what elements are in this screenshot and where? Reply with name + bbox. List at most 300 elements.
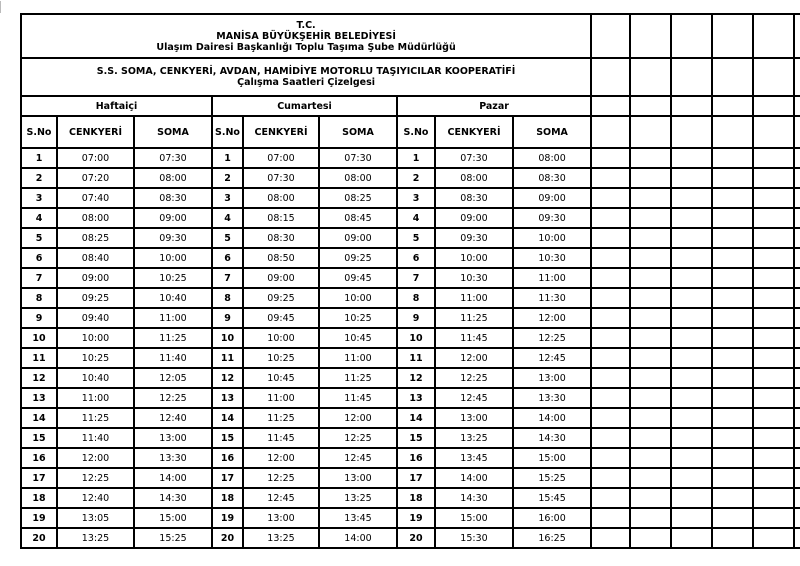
soma-time-cell: 13:00	[319, 468, 397, 488]
cenkyeri-time-cell: 12:25	[57, 468, 134, 488]
cenkyeri-time-cell: 10:00	[57, 328, 134, 348]
window-edge-marker	[0, 1, 4, 13]
row-number-cell: 18	[397, 488, 435, 508]
col-header-sno: S.No	[21, 116, 57, 148]
soma-time-cell: 08:00	[513, 148, 591, 168]
header-line-schedule-title: Çalışma Saatleri Çizelgesi	[237, 77, 376, 88]
table-row	[21, 348, 800, 368]
table-row	[21, 268, 800, 288]
empty-cell	[591, 96, 630, 116]
header-line-department: Ulaşım Dairesi Başkanlığı Toplu Taşıma Şube Müdürlüğü	[156, 41, 456, 53]
soma-time-cell: 13:30	[134, 448, 212, 468]
cenkyeri-time-cell: 10:30	[435, 268, 513, 288]
row-number-cell: 14	[212, 408, 243, 428]
cenkyeri-time-cell: 08:30	[243, 228, 319, 248]
cenkyeri-time-cell: 10:25	[57, 348, 134, 368]
empty-cell	[753, 328, 794, 348]
soma-time-cell: 12:45	[513, 348, 591, 368]
soma-time-cell: 12:25	[134, 388, 212, 408]
soma-time-cell: 15:25	[134, 528, 212, 548]
row-number-cell: 11	[397, 348, 435, 368]
group-header-saturday: Cumartesi	[212, 96, 397, 116]
empty-cell	[712, 428, 753, 448]
table-row	[21, 248, 800, 268]
empty-cell	[794, 468, 800, 488]
row-number-cell: 2	[212, 168, 243, 188]
cenkyeri-time-cell: 10:25	[243, 348, 319, 368]
empty-cell	[671, 348, 712, 368]
empty-cell	[630, 248, 671, 268]
empty-cell	[712, 408, 753, 428]
row-number-cell: 6	[212, 248, 243, 268]
empty-cell	[671, 428, 712, 448]
empty-cell	[591, 58, 630, 96]
empty-cell	[630, 96, 671, 116]
empty-cell	[794, 228, 800, 248]
empty-cell	[753, 228, 794, 248]
empty-cell	[630, 58, 671, 96]
empty-cell	[794, 528, 800, 548]
empty-cell	[671, 248, 712, 268]
empty-cell	[630, 188, 671, 208]
cenkyeri-time-cell: 08:30	[435, 188, 513, 208]
empty-cell	[671, 188, 712, 208]
row-number-cell: 14	[21, 408, 57, 428]
empty-cell	[794, 328, 800, 348]
cenkyeri-time-cell: 07:00	[243, 148, 319, 168]
empty-cell	[630, 14, 671, 58]
empty-cell	[794, 388, 800, 408]
empty-cell	[671, 528, 712, 548]
row-number-cell: 14	[397, 408, 435, 428]
empty-cell	[671, 268, 712, 288]
cenkyeri-time-cell: 09:45	[243, 308, 319, 328]
row-number-cell: 1	[21, 148, 57, 168]
cenkyeri-time-cell: 10:45	[243, 368, 319, 388]
empty-cell	[753, 268, 794, 288]
cenkyeri-time-cell: 12:00	[243, 448, 319, 468]
empty-cell	[591, 388, 630, 408]
empty-cell	[753, 388, 794, 408]
cenkyeri-time-cell: 08:40	[57, 248, 134, 268]
soma-time-cell: 12:25	[513, 328, 591, 348]
empty-cell	[630, 408, 671, 428]
table-row	[21, 188, 800, 208]
soma-time-cell: 10:25	[134, 268, 212, 288]
soma-time-cell: 08:00	[319, 168, 397, 188]
empty-cell	[753, 348, 794, 368]
row-number-cell: 17	[21, 468, 57, 488]
row-number-cell: 3	[21, 188, 57, 208]
empty-cell	[630, 348, 671, 368]
col-header-soma: SOMA	[134, 116, 212, 148]
empty-cell	[753, 116, 794, 148]
cenkyeri-time-cell: 08:00	[243, 188, 319, 208]
empty-cell	[794, 168, 800, 188]
cenkyeri-time-cell: 11:25	[243, 408, 319, 428]
empty-cell	[712, 208, 753, 228]
row-number-cell: 4	[397, 208, 435, 228]
empty-cell	[753, 368, 794, 388]
empty-cell	[591, 468, 630, 488]
empty-cell	[591, 208, 630, 228]
empty-cell	[591, 348, 630, 368]
empty-cell	[794, 408, 800, 428]
empty-cell	[630, 228, 671, 248]
soma-time-cell: 15:00	[513, 448, 591, 468]
group-header-weekday: Haftaiçi	[21, 96, 212, 116]
empty-cell	[712, 468, 753, 488]
row-number-cell: 16	[397, 448, 435, 468]
cenkyeri-time-cell: 11:25	[57, 408, 134, 428]
cenkyeri-time-cell: 08:00	[435, 168, 513, 188]
row-number-cell: 16	[21, 448, 57, 468]
row-number-cell: 5	[21, 228, 57, 248]
table-row	[21, 208, 800, 228]
cenkyeri-time-cell: 10:00	[243, 328, 319, 348]
empty-cell	[712, 14, 753, 58]
empty-cell	[630, 528, 671, 548]
col-header-cenkyeri: CENKYERİ	[435, 116, 513, 148]
soma-time-cell: 14:00	[319, 528, 397, 548]
empty-cell	[630, 168, 671, 188]
cenkyeri-time-cell: 08:00	[57, 208, 134, 228]
empty-cell	[712, 168, 753, 188]
row-number-cell: 5	[212, 228, 243, 248]
row-number-cell: 17	[397, 468, 435, 488]
empty-cell	[753, 148, 794, 168]
soma-time-cell: 13:30	[513, 388, 591, 408]
empty-cell	[794, 428, 800, 448]
empty-cell	[671, 468, 712, 488]
cenkyeri-time-cell: 12:00	[57, 448, 134, 468]
empty-cell	[630, 508, 671, 528]
cenkyeri-time-cell: 09:25	[57, 288, 134, 308]
soma-time-cell: 11:40	[134, 348, 212, 368]
row-number-cell: 10	[21, 328, 57, 348]
empty-cell	[794, 116, 800, 148]
cenkyeri-time-cell: 12:40	[57, 488, 134, 508]
empty-cell	[591, 488, 630, 508]
empty-cell	[753, 58, 794, 96]
empty-cell	[712, 508, 753, 528]
soma-time-cell: 11:00	[513, 268, 591, 288]
empty-cell	[794, 348, 800, 368]
empty-cell	[753, 248, 794, 268]
empty-cell	[794, 288, 800, 308]
table-row	[21, 328, 800, 348]
soma-time-cell: 08:45	[319, 208, 397, 228]
cenkyeri-time-cell: 11:00	[435, 288, 513, 308]
empty-cell	[794, 368, 800, 388]
soma-time-cell: 11:25	[319, 368, 397, 388]
soma-time-cell: 13:00	[134, 428, 212, 448]
empty-cell	[591, 528, 630, 548]
empty-cell	[671, 448, 712, 468]
row-number-cell: 13	[21, 388, 57, 408]
soma-time-cell: 10:00	[513, 228, 591, 248]
cenkyeri-time-cell: 12:25	[435, 368, 513, 388]
empty-cell	[591, 248, 630, 268]
empty-cell	[671, 488, 712, 508]
soma-time-cell: 10:40	[134, 288, 212, 308]
row-number-cell: 16	[212, 448, 243, 468]
row-number-cell: 13	[397, 388, 435, 408]
row-number-cell: 8	[21, 288, 57, 308]
empty-cell	[712, 528, 753, 548]
empty-cell	[671, 148, 712, 168]
cenkyeri-time-cell: 12:45	[435, 388, 513, 408]
soma-time-cell: 16:25	[513, 528, 591, 548]
empty-cell	[712, 228, 753, 248]
empty-cell	[671, 328, 712, 348]
cenkyeri-time-cell: 11:00	[243, 388, 319, 408]
empty-cell	[671, 368, 712, 388]
row-number-cell: 9	[397, 308, 435, 328]
empty-cell	[671, 508, 712, 528]
soma-time-cell: 12:05	[134, 368, 212, 388]
soma-time-cell: 11:45	[319, 388, 397, 408]
empty-cell	[591, 508, 630, 528]
empty-cell	[753, 408, 794, 428]
soma-time-cell: 12:25	[319, 428, 397, 448]
table-row	[21, 288, 800, 308]
row-number-cell: 12	[21, 368, 57, 388]
soma-time-cell: 14:00	[513, 408, 591, 428]
soma-time-cell: 11:00	[319, 348, 397, 368]
empty-cell	[712, 488, 753, 508]
soma-time-cell: 09:00	[134, 208, 212, 228]
col-header-cenkyeri: CENKYERİ	[57, 116, 134, 148]
empty-cell	[712, 248, 753, 268]
empty-cell	[794, 208, 800, 228]
empty-cell	[591, 168, 630, 188]
cenkyeri-time-cell: 09:30	[435, 228, 513, 248]
empty-cell	[630, 288, 671, 308]
cenkyeri-time-cell: 13:25	[57, 528, 134, 548]
row-number-cell: 3	[212, 188, 243, 208]
row-number-cell: 9	[212, 308, 243, 328]
soma-time-cell: 09:30	[134, 228, 212, 248]
table-row	[21, 508, 800, 528]
empty-cell	[671, 208, 712, 228]
cenkyeri-time-cell: 12:45	[243, 488, 319, 508]
row-number-cell: 18	[212, 488, 243, 508]
table-row	[21, 368, 800, 388]
cenkyeri-time-cell: 13:05	[57, 508, 134, 528]
empty-cell	[630, 368, 671, 388]
soma-time-cell: 12:40	[134, 408, 212, 428]
table-row	[21, 408, 800, 428]
soma-time-cell: 10:00	[134, 248, 212, 268]
empty-cell	[630, 308, 671, 328]
empty-cell	[591, 368, 630, 388]
empty-cell	[671, 58, 712, 96]
empty-cell	[712, 188, 753, 208]
soma-time-cell: 10:25	[319, 308, 397, 328]
empty-cell	[712, 388, 753, 408]
cenkyeri-time-cell: 11:45	[435, 328, 513, 348]
empty-cell	[753, 528, 794, 548]
cenkyeri-time-cell: 08:15	[243, 208, 319, 228]
table-row	[21, 468, 800, 488]
empty-cell	[671, 388, 712, 408]
empty-cell	[794, 14, 800, 58]
empty-cell	[753, 488, 794, 508]
soma-time-cell: 09:00	[513, 188, 591, 208]
cenkyeri-time-cell: 09:25	[243, 288, 319, 308]
empty-cell	[794, 248, 800, 268]
row-number-cell: 4	[21, 208, 57, 228]
row-number-cell: 12	[397, 368, 435, 388]
empty-cell	[794, 448, 800, 468]
empty-cell	[630, 388, 671, 408]
header-line-cooperative: S.S. SOMA, CENKYERİ, AVDAN, HAMİDİYE MOTORLU TAŞIYICILAR KOOPERATİFİ	[96, 66, 516, 77]
row-number-cell: 7	[212, 268, 243, 288]
cenkyeri-time-cell: 07:30	[435, 148, 513, 168]
row-number-cell: 2	[21, 168, 57, 188]
empty-cell	[753, 188, 794, 208]
empty-cell	[630, 328, 671, 348]
empty-cell	[794, 268, 800, 288]
row-number-cell: 4	[212, 208, 243, 228]
row-number-cell: 10	[397, 328, 435, 348]
empty-cell	[753, 96, 794, 116]
col-header-cenkyeri: CENKYERİ	[243, 116, 319, 148]
cenkyeri-time-cell: 13:45	[435, 448, 513, 468]
table-row	[21, 308, 800, 328]
cenkyeri-time-cell: 09:40	[57, 308, 134, 328]
cenkyeri-time-cell: 09:00	[435, 208, 513, 228]
empty-cell	[794, 508, 800, 528]
soma-time-cell: 12:00	[319, 408, 397, 428]
empty-cell	[671, 288, 712, 308]
soma-time-cell: 09:45	[319, 268, 397, 288]
header-line-municipality: MANİSA BÜYÜKŞEHİR BELEDİYESİ	[216, 30, 396, 42]
soma-time-cell: 11:00	[134, 308, 212, 328]
row-number-cell: 15	[212, 428, 243, 448]
row-number-cell: 20	[212, 528, 243, 548]
row-number-cell: 11	[212, 348, 243, 368]
empty-cell	[712, 116, 753, 148]
soma-time-cell: 07:30	[134, 148, 212, 168]
row-number-cell: 1	[397, 148, 435, 168]
header-cooperative-block	[21, 58, 591, 96]
empty-cell	[630, 468, 671, 488]
soma-time-cell: 13:00	[513, 368, 591, 388]
soma-time-cell: 10:45	[319, 328, 397, 348]
soma-time-cell: 14:30	[134, 488, 212, 508]
empty-cell	[591, 148, 630, 168]
empty-cell	[712, 368, 753, 388]
cenkyeri-time-cell: 07:30	[243, 168, 319, 188]
row-number-cell: 7	[397, 268, 435, 288]
empty-cell	[712, 288, 753, 308]
group-header-sunday: Pazar	[397, 96, 591, 116]
row-number-cell: 6	[21, 248, 57, 268]
empty-cell	[753, 208, 794, 228]
row-number-cell: 7	[21, 268, 57, 288]
col-header-soma: SOMA	[513, 116, 591, 148]
soma-time-cell: 08:30	[134, 188, 212, 208]
empty-cell	[671, 228, 712, 248]
cenkyeri-time-cell: 12:25	[243, 468, 319, 488]
soma-time-cell: 14:30	[513, 428, 591, 448]
empty-cell	[591, 288, 630, 308]
soma-time-cell: 08:30	[513, 168, 591, 188]
soma-time-cell: 09:00	[319, 228, 397, 248]
empty-cell	[712, 348, 753, 368]
soma-time-cell: 12:45	[319, 448, 397, 468]
empty-cell	[794, 148, 800, 168]
soma-time-cell: 15:25	[513, 468, 591, 488]
empty-cell	[630, 116, 671, 148]
empty-cell	[794, 308, 800, 328]
row-number-cell: 3	[397, 188, 435, 208]
cenkyeri-time-cell: 15:30	[435, 528, 513, 548]
table-row	[21, 448, 800, 468]
row-number-cell: 18	[21, 488, 57, 508]
soma-time-cell: 10:00	[319, 288, 397, 308]
col-header-sno: S.No	[397, 116, 435, 148]
empty-cell	[591, 268, 630, 288]
row-number-cell: 17	[212, 468, 243, 488]
cenkyeri-time-cell: 09:00	[243, 268, 319, 288]
cenkyeri-time-cell: 10:00	[435, 248, 513, 268]
empty-cell	[630, 488, 671, 508]
soma-time-cell: 14:00	[134, 468, 212, 488]
empty-cell	[753, 288, 794, 308]
row-number-cell: 15	[397, 428, 435, 448]
cenkyeri-time-cell: 14:00	[435, 468, 513, 488]
empty-cell	[794, 58, 800, 96]
empty-cell	[591, 328, 630, 348]
cenkyeri-time-cell: 12:00	[435, 348, 513, 368]
empty-cell	[794, 96, 800, 116]
row-number-cell: 19	[21, 508, 57, 528]
empty-cell	[794, 488, 800, 508]
empty-cell	[630, 208, 671, 228]
row-number-cell: 1	[212, 148, 243, 168]
empty-cell	[712, 328, 753, 348]
cenkyeri-time-cell: 11:25	[435, 308, 513, 328]
row-number-cell: 8	[397, 288, 435, 308]
row-number-cell: 5	[397, 228, 435, 248]
empty-cell	[753, 448, 794, 468]
empty-cell	[794, 188, 800, 208]
soma-time-cell: 11:30	[513, 288, 591, 308]
empty-cell	[753, 14, 794, 58]
empty-cell	[671, 14, 712, 58]
header-authority-block	[21, 14, 591, 58]
empty-cell	[753, 508, 794, 528]
soma-time-cell: 09:30	[513, 208, 591, 228]
table-row	[21, 168, 800, 188]
cenkyeri-time-cell: 07:00	[57, 148, 134, 168]
cenkyeri-time-cell: 13:25	[435, 428, 513, 448]
cenkyeri-time-cell: 13:25	[243, 528, 319, 548]
row-number-cell: 6	[397, 248, 435, 268]
soma-time-cell: 13:25	[319, 488, 397, 508]
table-row	[21, 148, 800, 168]
empty-cell	[712, 96, 753, 116]
empty-cell	[630, 268, 671, 288]
cenkyeri-time-cell: 13:00	[243, 508, 319, 528]
row-number-cell: 10	[212, 328, 243, 348]
row-number-cell: 12	[212, 368, 243, 388]
empty-cell	[591, 228, 630, 248]
table-row	[21, 428, 800, 448]
